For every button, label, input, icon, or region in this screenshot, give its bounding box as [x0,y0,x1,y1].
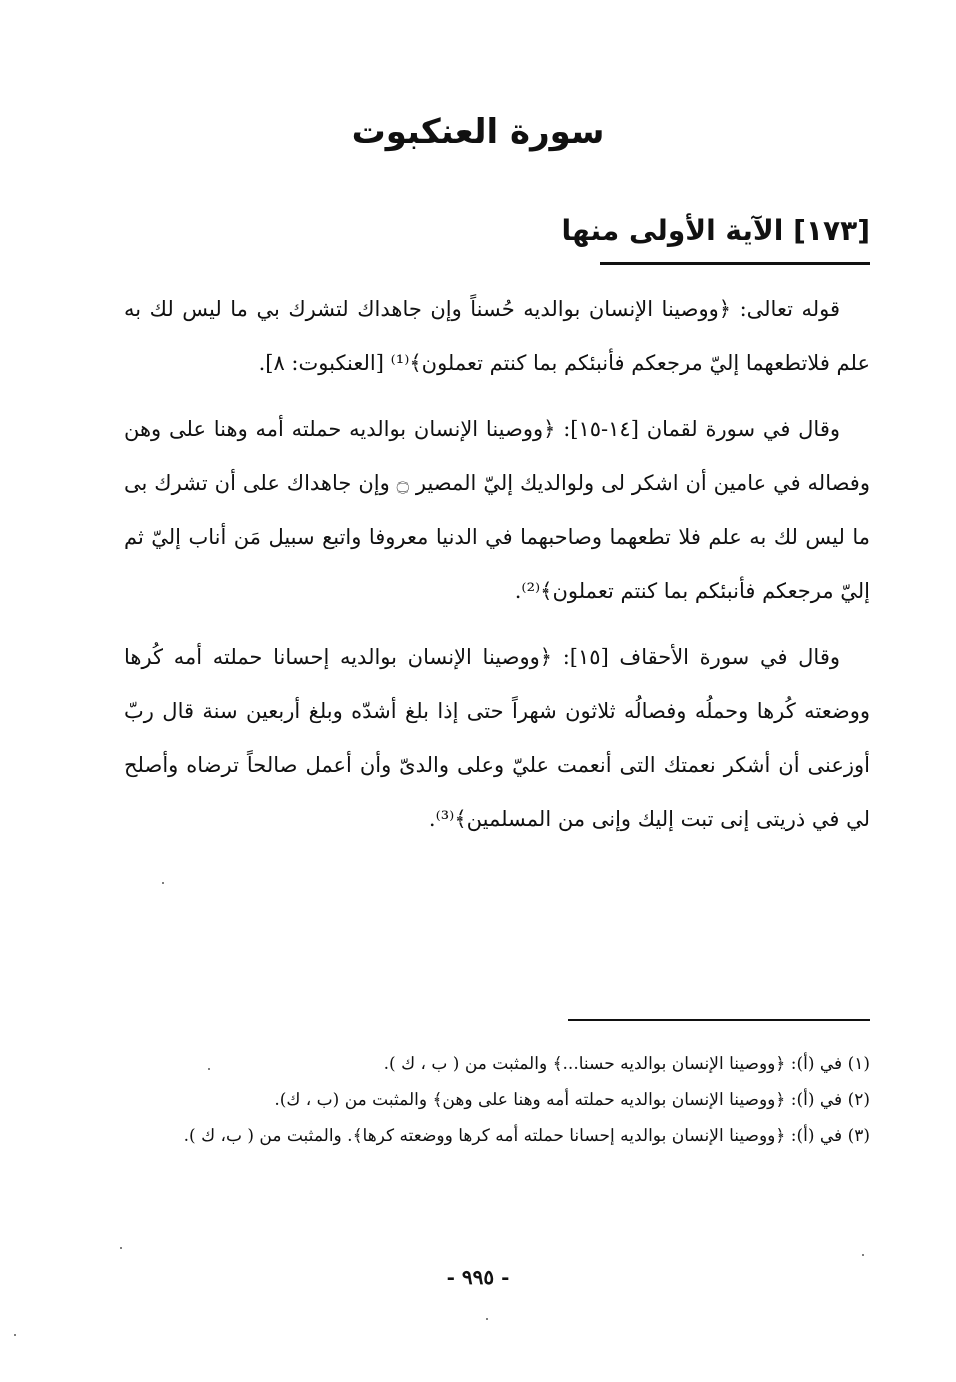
scan-speck [14,1334,16,1336]
scan-speck [486,1318,488,1320]
page-number: - ٩٩٥ - [446,1265,510,1289]
footnote-3: (٣) في (أ): ﴿ووصينا الإنسان بوالديه إحسانا حملته أمه كرها ووضعته كرها﴾. والمثبت من ( ب، ك ). [183,1126,870,1146]
footnotes [124,1046,870,1154]
footnote-1: (١) في (أ): ﴿ووصينا الإنسان بوالديه حسنا...﴾ والمثبت من ( ب ، ك ). [383,1054,870,1074]
body-text [124,282,870,858]
scan-speck [120,1247,122,1249]
footnote-separator [568,1019,870,1021]
heading-underline [600,262,870,265]
surah-title: سورة العنكبوت [351,112,605,152]
footnote-2: (٢) في (أ): ﴿ووصينا الإنسان بوالديه حملته أمه وهنا على وهن﴾ والمثبت من (ب ، ك). [274,1090,870,1110]
scan-speck [208,1068,210,1070]
paragraph-2: وقال في سورة لقمان [١٤-١٥]: ﴿ووصينا الإنسان بوالديه حملته أمه وهنا على وهن وفصاله في عامين أن اشكر لى ولوالديك إليّ المصير ۝ وإن جاهداك على أن تشرك بى ما ليس لك به علم فلا تطعهما وصاحبهما في الدنيا معروفا واتبع سبيل مَن أناب إليّ ثم إليّ مرجعكم فأنبئكم بما كنتم تعملون﴾⁽²⁾. [124,417,870,603]
scan-speck [862,1254,864,1256]
paragraph-3: وقال في سورة الأحقاف [١٥]: ﴿ووصينا الإنسان بوالديه إحسانا حملته أمه كُرها ووضعته كُرها وحملُه وفصالُه ثلاثون شهراً حتى إذا بلغ أشدّه وبلغ أربعين سنة قال ربّ أوزعنى أن أشكر نعمتك التى أنعمت عليّ وعلى والدىّ وأن أعمل صالحاً ترضاه وأصلح لي في ذريتى إنى تبت إليك وإنى من المسلمين﴾⁽³⁾. [124,645,870,831]
section-heading: [١٧٣] الآية الأولى منها [561,214,870,247]
scan-speck [162,882,164,884]
paragraph-1: قوله تعالى: ﴿ووصينا الإنسان بوالديه حُسناً وإن جاهداك لتشرك بي ما ليس لك به علم فلاتطعهما إليّ مرجعكم فأنبئكم بما كنتم تعملون﴾⁽¹⁾ [العنكبوت: ٨]. [124,297,870,375]
